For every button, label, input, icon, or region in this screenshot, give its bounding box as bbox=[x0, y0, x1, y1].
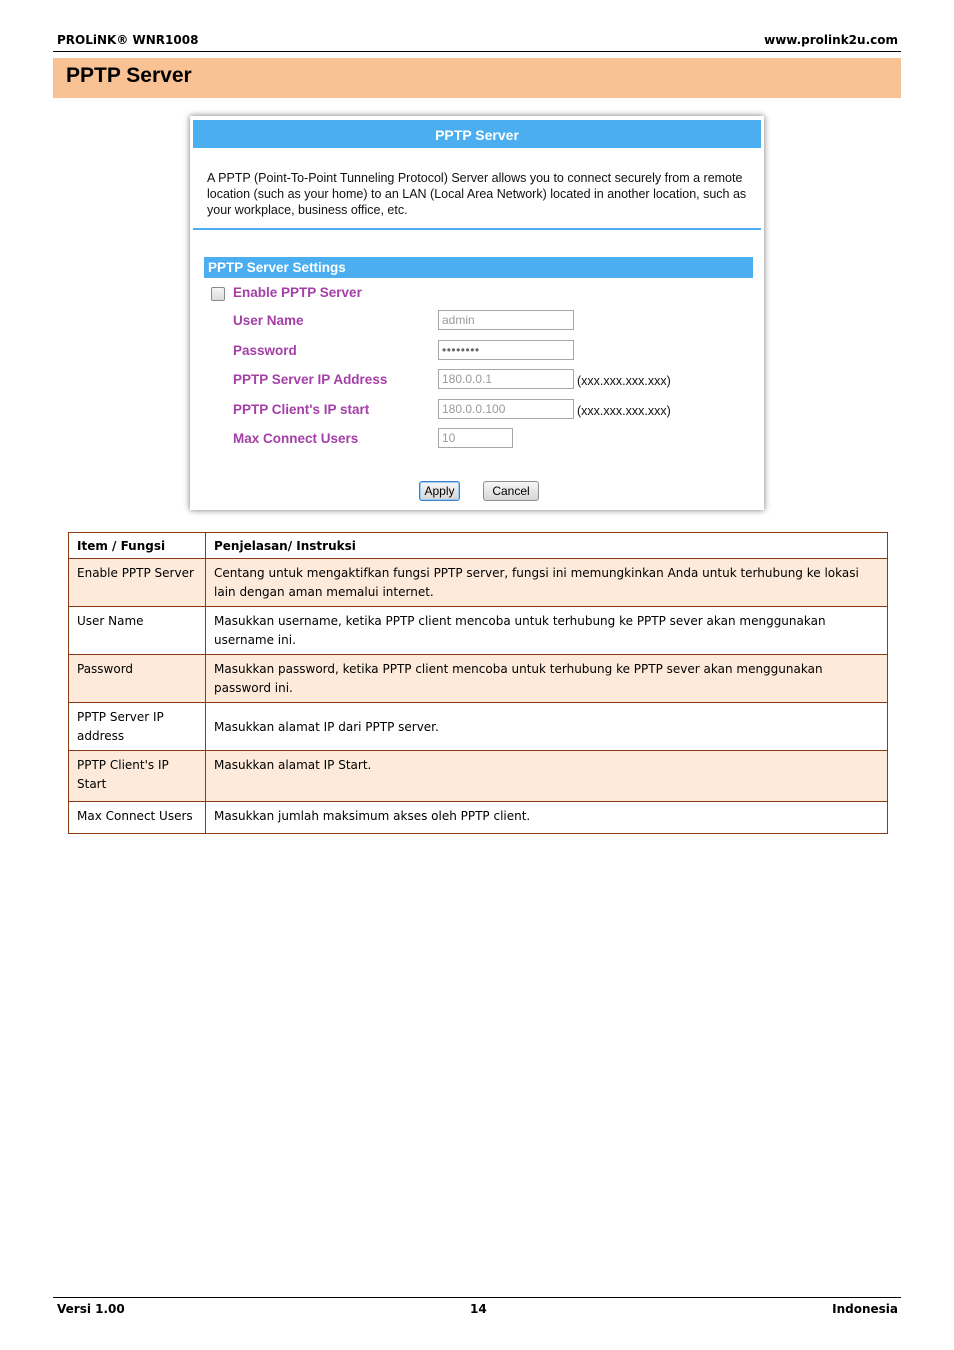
server-ip-label: PPTP Server IP Address bbox=[233, 372, 388, 387]
enable-pptp-checkbox[interactable] bbox=[211, 287, 225, 301]
table-row bbox=[69, 607, 888, 655]
table-row bbox=[69, 802, 888, 834]
table-row bbox=[69, 751, 888, 802]
username-label: User Name bbox=[233, 313, 304, 328]
table-cell-desc: Masukkan password, ketika PPTP client mencoba untuk terhubung ke PPTP sever akan menggunakan password ini. bbox=[206, 655, 888, 703]
pptp-description: A PPTP (Point-To-Point Tunneling Protocol) Server allows you to connect securely from a remote location (such as your home) to an LAN (Local Area Network) located in another location, such as your workplace, business office, etc. bbox=[207, 171, 747, 217]
footer-divider bbox=[53, 1297, 901, 1298]
apply-button[interactable]: Apply bbox=[419, 481, 460, 501]
server-ip-input[interactable]: 180.0.0.1 bbox=[438, 369, 574, 389]
client-ip-label: PPTP Client's IP start bbox=[233, 402, 370, 417]
table-row bbox=[69, 655, 888, 703]
table-cell-item: User Name bbox=[69, 607, 206, 655]
footer-language: Indonesia bbox=[832, 1302, 898, 1316]
column-header: Penjelasan/ Instruksi bbox=[206, 533, 888, 559]
table-cell-item: PPTP Client's IP Start bbox=[69, 751, 206, 802]
table-row bbox=[69, 703, 888, 751]
header-divider bbox=[53, 51, 901, 52]
panel-separator bbox=[193, 228, 761, 230]
table-cell-item: Enable PPTP Server bbox=[69, 559, 206, 607]
max-users-label: Max Connect Users bbox=[233, 431, 359, 446]
pptp-screenshot bbox=[190, 116, 764, 510]
pptp-panel-title: PPTP Server bbox=[193, 120, 761, 148]
table-cell-item: Password bbox=[69, 655, 206, 703]
table-cell-desc: Centang untuk mengaktifkan fungsi PPTP server, fungsi ini memungkinkan Anda untuk terhubung ke lokasi lain dengan aman memalui internet. bbox=[206, 559, 888, 607]
function-table bbox=[68, 532, 888, 834]
column-header: Item / Fungsi bbox=[69, 533, 206, 559]
password-input[interactable]: •••••••• bbox=[438, 340, 574, 360]
table-row bbox=[69, 559, 888, 607]
username-input[interactable]: admin bbox=[438, 310, 574, 330]
table-cell-item: Max Connect Users bbox=[69, 802, 206, 834]
table-cell-desc: Masukkan alamat IP Start. bbox=[206, 751, 888, 802]
footer-version: Versi 1.00 bbox=[57, 1302, 125, 1316]
table-cell-desc: Masukkan username, ketika PPTP client mencoba untuk terhubung ke PPTP sever akan menggunakan username ini. bbox=[206, 607, 888, 655]
max-users-input[interactable]: 10 bbox=[438, 428, 513, 448]
table-cell-item: PPTP Server IP address bbox=[69, 703, 206, 751]
section-title: PPTP Server bbox=[66, 64, 192, 87]
footer-page-number: 14 bbox=[470, 1302, 487, 1316]
enable-pptp-label: Enable PPTP Server bbox=[233, 285, 362, 300]
settings-heading: PPTP Server Settings bbox=[204, 257, 753, 278]
table-cell-desc: Masukkan jumlah maksimum akses oleh PPTP client. bbox=[206, 802, 888, 834]
table-cell-desc: Masukkan alamat IP dari PPTP server. bbox=[206, 703, 888, 751]
cancel-button[interactable]: Cancel bbox=[483, 481, 539, 501]
header-product: PROLiNK® WNR1008 bbox=[57, 33, 199, 47]
table-header-row bbox=[69, 533, 888, 559]
server-ip-format-hint: (xxx.xxx.xxx.xxx) bbox=[577, 374, 671, 388]
client-ip-input[interactable]: 180.0.0.100 bbox=[438, 399, 574, 419]
header-website: www.prolink2u.com bbox=[764, 33, 898, 47]
client-ip-format-hint: (xxx.xxx.xxx.xxx) bbox=[577, 404, 671, 418]
password-label: Password bbox=[233, 343, 297, 358]
